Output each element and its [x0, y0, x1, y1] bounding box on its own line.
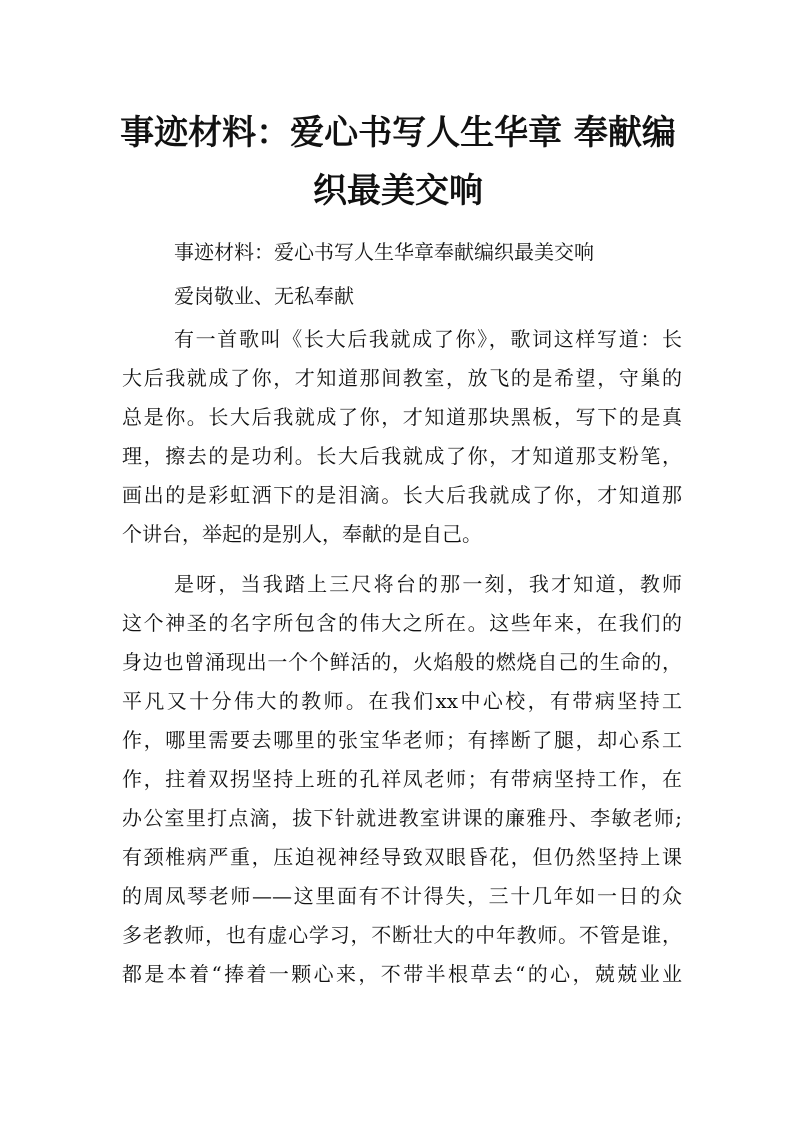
text-line: 是呀，当我踏上三尺将台的那一刻，我才知道，教师	[174, 572, 682, 596]
text-line: 平凡又十分伟大的教师。在我们xx中心校，有带病坚持工	[122, 689, 682, 713]
title-line: 事迹材料：爱心书写人生华章 奉献编	[120, 113, 676, 153]
text-line: 作，哪里需要去哪里的张宝华老师；有摔断了腿，却心系工	[122, 728, 682, 752]
text-line: 大后我就成了你，才知道那间教室，放飞的是希望，守巢的	[122, 366, 682, 390]
text-line: 画出的是彩虹洒下的是泪滴。长大后我就成了你，才知道那	[122, 483, 682, 507]
paragraph-2	[122, 565, 682, 994]
text-line: 有颈椎病严重，压迫视神经导致双眼昏花，但仍然坚持上课	[122, 845, 682, 869]
text-line: 理，擦去的是功利。长大后我就成了你，才知道那支粉笔，	[122, 444, 682, 468]
document-tagline: 爱岗敬业、无私奉献	[174, 284, 354, 308]
text-line: 这个神圣的名字所包含的伟大之所在。这些年来，在我们的	[122, 611, 682, 635]
text-line: 多老教师，也有虚心学习，不断壮大的中年教师。不管是谁，	[122, 923, 682, 947]
text-line: 的周凤琴老师——这里面有不计得失，三十几年如一日的众	[122, 884, 682, 908]
text-line: 办公室里打点滴，拔下针就进教室讲课的廉雅丹、李敏老师;	[122, 806, 682, 830]
text-line: 作，拄着双拐坚持上班的孔祥凤老师；有带病坚持工作，在	[122, 767, 682, 791]
paragraph-1	[122, 320, 682, 554]
title-line: 织最美交响	[313, 171, 483, 211]
document-subtitle: 事迹材料：爱心书写人生华章奉献编织最美交响	[174, 240, 594, 264]
text-line: 身边也曾涌现出一个个鲜活的，火焰般的燃烧自己的生命的，	[122, 650, 682, 674]
text-line: 有一首歌叫《长大后我就成了你》，歌词这样写道：长	[174, 327, 682, 351]
document-title	[118, 104, 678, 220]
text-line: 都是本着“捧着一颗心来，不带半根草去“的心，兢兢业业	[122, 962, 682, 986]
text-line: 个讲台，举起的是别人，奉献的是自己。	[122, 522, 482, 546]
text-line: 总是你。长大后我就成了你，才知道那块黑板，写下的是真	[122, 405, 682, 429]
